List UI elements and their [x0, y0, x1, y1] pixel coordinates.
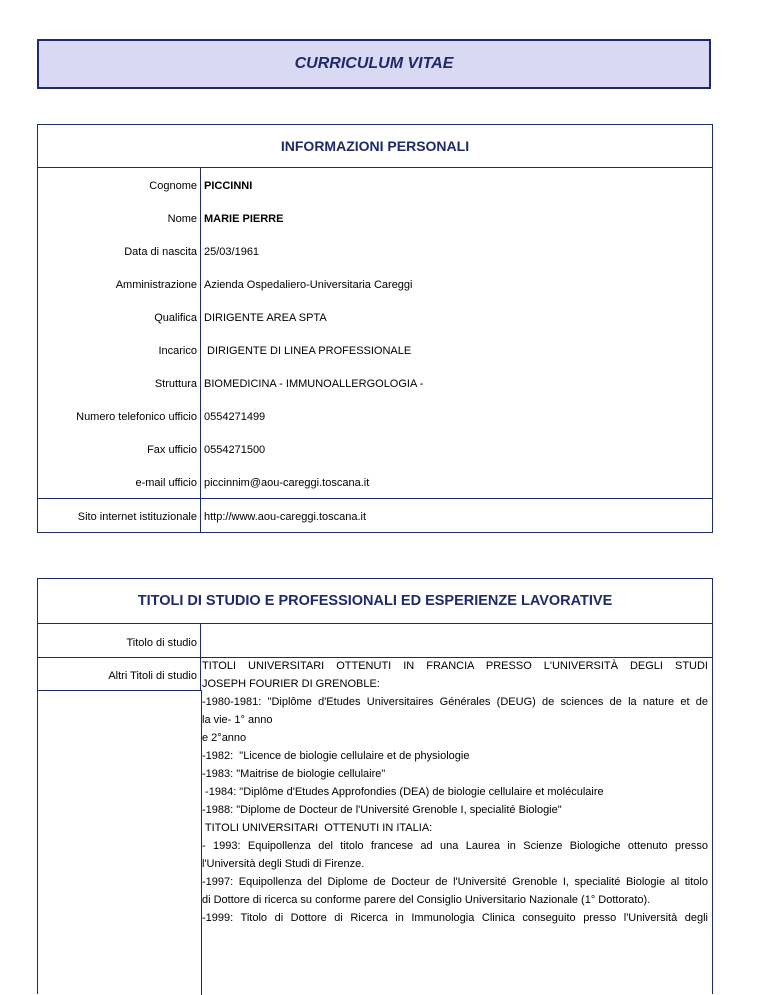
altri-titoli-text	[202, 657, 708, 927]
info-label: Qualifica	[38, 300, 201, 333]
study-row	[38, 624, 712, 658]
info-value: 0554271499	[204, 411, 266, 423]
info-value: http://www.aou-careggi.toscana.it	[204, 511, 367, 523]
info-row-qualifica	[38, 300, 712, 333]
info-value: MARIE PIERRE	[204, 213, 284, 225]
altri-line: e 2°anno	[202, 732, 247, 744]
altri-line: -1984: "Diplôme d'Etudes Approfondies (DEA) de biologie cellulaire et moléculaire	[202, 786, 604, 798]
info-value: 0554271500	[204, 444, 266, 456]
info-value: BIOMEDICINA - IMMUNOALLERGOLOGIA -	[204, 378, 424, 390]
info-row-telefono	[38, 399, 712, 432]
study-label: Titolo di studio	[38, 624, 201, 657]
info-label: Numero telefonico ufficio	[38, 399, 201, 432]
personal-info-table	[37, 124, 713, 533]
document-title: CURRICULUM VITAE	[294, 55, 454, 72]
titles-table	[37, 578, 713, 994]
info-value: Azienda Ospedaliero-Universitaria Careggi	[204, 279, 413, 291]
altri-line: -1983: "Maitrise de biologie cellulaire"	[202, 768, 386, 780]
titles-header: TITOLI DI STUDIO E PROFESSIONALI ED ESPERIENZE LAVORATIVE	[38, 579, 712, 624]
info-value: DIRIGENTE DI LINEA PROFESSIONALE	[204, 345, 412, 357]
info-label: e-mail ufficio	[38, 465, 201, 498]
altri-line: -1980-1981: "Diplôme d'Etudes Universitaires Générales (DEUG) de sciences de la nature et de	[202, 696, 708, 708]
altri-line: -1999: Titolo di Dottore di Ricerca in Immunologia Clinica conseguito presso l'Università degli	[202, 912, 708, 924]
info-row-incarico	[38, 333, 712, 366]
info-label: Data di nascita	[38, 234, 201, 267]
altri-line: l'Università degli Studi di Firenze.	[202, 858, 365, 870]
altri-line: - 1993: Equipollenza del titolo francese ad una Laurea in Scienze Biologiche ottenuto presso	[202, 840, 708, 852]
info-value: PICCINNI	[204, 180, 253, 192]
info-value: 25/03/1961	[204, 246, 260, 258]
info-value: piccinnim@aou-careggi.toscana.it	[204, 477, 370, 489]
altri-line: la vie- 1° anno	[202, 714, 273, 726]
altri-line: TITOLI UNIVERSITARI OTTENUTI IN FRANCIA PRESSO L'UNIVERSITÀ DEGLI STUDI	[202, 660, 708, 672]
info-label: Cognome	[38, 168, 201, 201]
altri-line: -1997: Equipollenza del Diplome de Docteur de l'Université Grenoble I, specialité Biologie al titolo	[202, 876, 708, 888]
altri-line: -1982: "Licence de biologie cellulaire et de physiologie	[202, 750, 470, 762]
info-row-cognome	[38, 168, 712, 201]
info-row-struttura	[38, 366, 712, 399]
info-row-amministrazione	[38, 267, 712, 300]
info-label: Fax ufficio	[38, 432, 201, 465]
altri-line: JOSEPH FOURIER DI GRENOBLE:	[202, 678, 380, 690]
cv-title-box	[37, 39, 711, 89]
info-label: Nome	[38, 201, 201, 234]
altri-line: di Dottore di ricerca su conforme parere del Consiglio Universitario Nazionale (1° Dottorato).	[202, 894, 651, 906]
info-row-nome	[38, 201, 712, 234]
info-value: DIRIGENTE AREA SPTA	[204, 312, 327, 324]
info-label: Sito internet istituzionale	[38, 499, 201, 532]
altri-label: Altri Titoli di studio	[38, 658, 201, 691]
info-row-email	[38, 465, 712, 499]
info-row-data-nascita	[38, 234, 712, 267]
personal-info-header: INFORMAZIONI PERSONALI	[38, 125, 712, 168]
info-label: Incarico	[38, 333, 201, 366]
info-label: Struttura	[38, 366, 201, 399]
altri-line: TITOLI UNIVERSITARI OTTENUTI IN ITALIA:	[202, 822, 433, 834]
info-label: Amministrazione	[38, 267, 201, 300]
info-row-fax	[38, 432, 712, 465]
altri-line: -1988: "Diplome de Docteur de l'Université Grenoble I, specialité Biologie"	[202, 804, 562, 816]
info-row-sito	[38, 499, 712, 532]
